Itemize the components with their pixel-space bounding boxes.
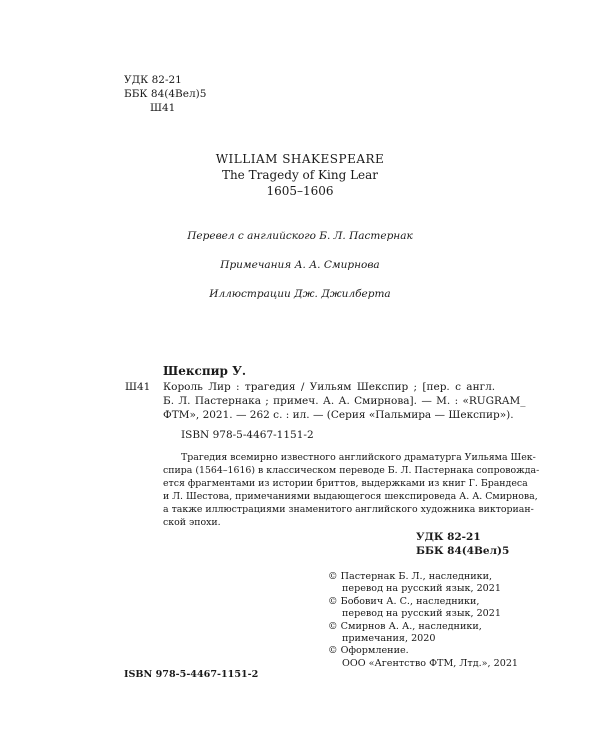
credits-block [0, 229, 600, 301]
bottom-isbn: ISBN 978-5-4467-1151-2 [124, 669, 259, 680]
original-title: The Tragedy of King Lear [221, 168, 379, 182]
annotation-line: ской эпохи. [163, 517, 221, 528]
catalog-description [163, 380, 526, 422]
annotation-line: и Л. Шестова, примечаниями выдающегося шекспироведа А. А. Смирнова, [163, 491, 538, 502]
copyright-line: © Оформление. [328, 645, 409, 657]
copyright-line: перевод на русский язык, 2021 [342, 608, 501, 620]
top-author-mark: Ш41 [150, 102, 176, 114]
catalog-isbn: ISBN 978-5-4467-1151-2 [181, 429, 314, 441]
catalog-heading: Шекспир У. [163, 364, 246, 378]
top-udk-code: УДК 82-21 [124, 74, 182, 86]
copyright-line: © Бобович А. С., наследники, [328, 595, 480, 607]
bottom-bbk-code: ББК 84(4Вел)5 [416, 545, 510, 557]
copyright-block [328, 571, 518, 670]
top-classification-codes [124, 73, 206, 115]
bottom-classification-codes [416, 530, 509, 558]
copyright-line: ООО «Агентство ФТМ, Лтд.», 2021 [342, 657, 519, 669]
translator-credit: Перевел с английского Б. Л. Пастернак [187, 230, 413, 242]
original-years: 1605–1606 [266, 184, 334, 198]
original-title-block [0, 151, 600, 199]
bottom-udk-code: УДК 82-21 [416, 531, 481, 543]
illustrations-credit: Иллюстрации Дж. Джилберта [209, 288, 391, 300]
notes-credit: Примечания А. А. Смирнова [220, 259, 380, 271]
copyright-line: примечания, 2020 [342, 633, 436, 645]
annotation-line: а также иллюстрациями знаменитого английского художника викториан- [163, 504, 534, 515]
catalog-description-line: ФТМ», 2021. — 262 с. : ил. — (Серия «Пальмира — Шекспир»). [163, 409, 514, 421]
annotation-line: спира (1564–1616) в классическом переводе Б. Л. Пастернака сопровожда- [163, 465, 540, 476]
catalog-description-line: Король Лир : трагедия / Уильям Шекспир ; [пер. с англ. [163, 381, 496, 393]
annotation-line: Трагедия всемирно известного английского драматурга Уильяма Шек- [181, 452, 536, 463]
annotation-line: ется фрагментами из истории бриттов, выдержками из книг Г. Брандеса [163, 478, 528, 489]
annotation [163, 451, 540, 529]
copyright-line: перевод на русский язык, 2021 [342, 583, 501, 595]
catalog-description-line: Б. Л. Пастернака ; примеч. А. А. Смирнова]. — М. : «RUGRAM_ [163, 395, 526, 407]
copyright-line: © Смирнов А. А., наследники, [328, 620, 482, 632]
catalog-mark: Ш41 [125, 381, 151, 393]
original-author: WILLIAM SHAKESPEARE [215, 152, 385, 166]
top-bbk-code: ББК 84(4Вел)5 [124, 88, 207, 100]
copyright-line: © Пастернак Б. Л., наследники, [328, 571, 493, 582]
